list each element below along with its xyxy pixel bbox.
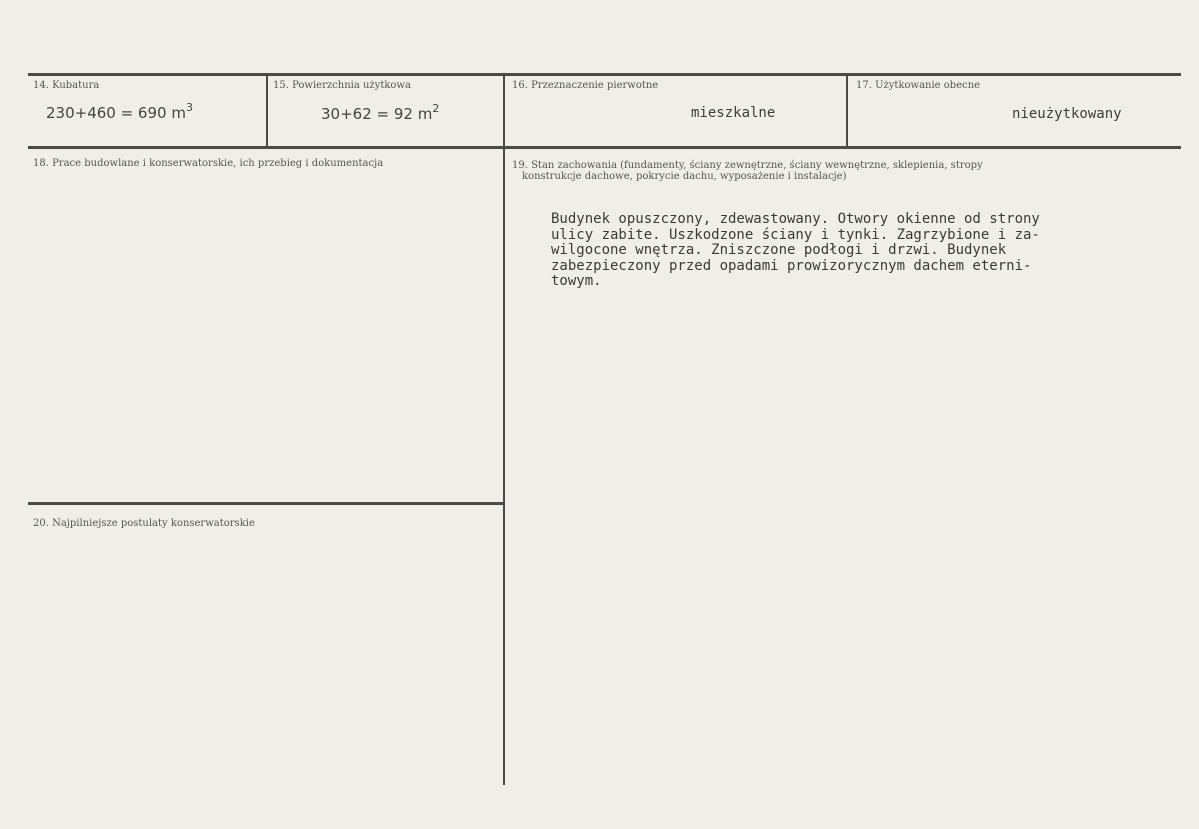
powierzchnia-label: 15. Powierzchnia użytkowa [273, 80, 411, 91]
section-20-rule [28, 502, 504, 505]
kubatura-value [46, 101, 193, 122]
uzytkowanie-value: nieużytkowany [1012, 106, 1122, 122]
divider-main [503, 75, 505, 785]
postulaty-label: 20. Najpilniejsze postulaty konserwatorskie [33, 518, 255, 529]
mid-rule [28, 146, 1181, 149]
top-rule [28, 73, 1181, 76]
powierzchnia-value-text: 30+62 = 92 m [321, 105, 433, 123]
divider-14-15 [266, 75, 268, 147]
powierzchnia-value [321, 102, 439, 123]
stan-text-line: Budynek opuszczony, zdewastowany. Otwory okienne od strony [551, 211, 1040, 227]
kubatura-label: 14. Kubatura [33, 80, 100, 91]
stan-text-line: towym. [551, 273, 602, 289]
stan-text-line: ulicy zabite. Uszkodzone ściany i tynki. Zagrzybione i za- [551, 226, 1040, 243]
przeznaczenie-label: 16. Przeznaczenie pierwotne [512, 80, 659, 91]
stan-text-line: zabezpieczony przed opadami prowizorycznym dachem eterni- [551, 257, 1032, 274]
przeznaczenie-value: mieszkalne [691, 105, 776, 121]
stan-text-line: wilgocone wnętrza. Zniszczone podłogi i drzwi. Budynek [551, 242, 1007, 258]
kubatura-value-text: 230+460 = 690 m [46, 104, 186, 122]
kubatura-unit-exponent: 3 [185, 101, 193, 114]
stan-description [551, 212, 1040, 290]
powierzchnia-unit-exponent: 2 [432, 102, 440, 115]
stan-label-line1: 19. Stan zachowania (fundamenty, ściany zewnętrzne, ściany wewnętrzne, sklepienia, stropy [512, 160, 983, 171]
divider-16-17 [846, 75, 848, 147]
prace-label: 18. Prace budowlane i konserwatorskie, ich przebieg i dokumentacja [33, 158, 384, 169]
stan-label-line2: konstrukcje dachowe, pokrycie dachu, wyposażenie i instalacje) [522, 171, 847, 182]
uzytkowanie-label: 17. Użytkowanie obecne [856, 80, 981, 91]
